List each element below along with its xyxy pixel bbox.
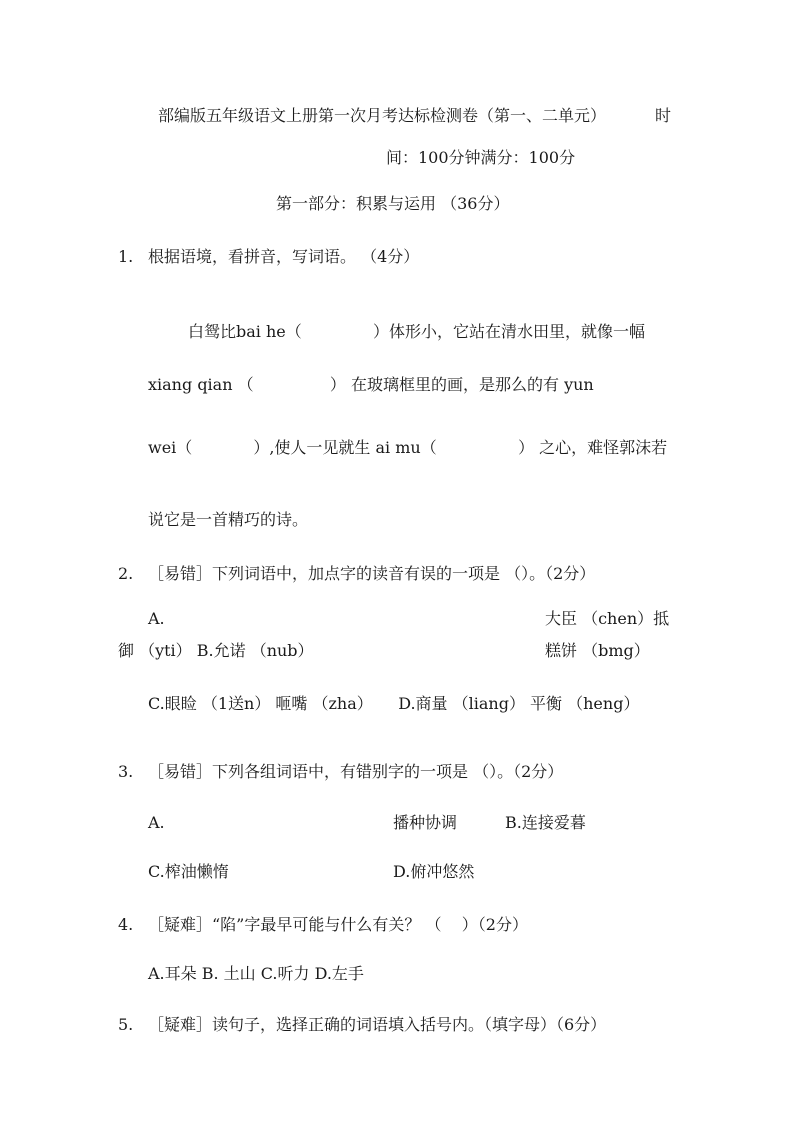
- question-text: ［易错］下列词语中，加点字的读音有误的一项是 （）。（2分）: [148, 564, 596, 583]
- option-line-2-right: 糕饼 （bmg）: [545, 641, 650, 660]
- question-text: 根据语境，看拼音，写词语。 （4分）: [148, 247, 420, 266]
- exam-title-tail: 时: [655, 106, 672, 125]
- passage-line-1: 白鸳比bai he（ ）体形小，它站在清水田里，就像一幅: [188, 322, 645, 341]
- passage-line-2: xiang qian （ ） 在玻璃框里的画，是那么的有 yun: [148, 375, 594, 394]
- question-number: 3.: [118, 762, 134, 781]
- question-number: 2.: [118, 564, 134, 583]
- question-number: 1.: [118, 247, 134, 266]
- question-text: ［易错］下列各组词语中，有错别字的一项是 （）。（2分）: [148, 762, 564, 781]
- question-number: 5.: [118, 1015, 134, 1034]
- option-a-text: 播种协调: [393, 813, 458, 832]
- option-d: D.俯冲悠然: [393, 862, 475, 881]
- passage-line-4: 说它是一首精巧的诗。: [148, 510, 309, 529]
- passage-line-3: wei（ ）,使人一见就生 ai mu（ ） 之心，难怪郭沫若: [148, 438, 668, 457]
- exam-title: 部编版五年级语文上册第一次月考达标检测卷（第一、二单元）: [158, 106, 607, 125]
- section-heading: 第一部分：积累与运用 （36分）: [276, 194, 510, 213]
- question-text: ［疑难］“陷”字最早可能与什么有关？ （ ）（2分）: [148, 915, 528, 934]
- question-number: 4.: [118, 915, 134, 934]
- option-line-2-left: 御 （yti） B.允诺 （nub）: [118, 641, 314, 660]
- option-b: B.连接爱暮: [505, 813, 586, 832]
- question-text: ［疑难］读句子，选择正确的词语填入括号内。（填字母）（6分）: [148, 1015, 607, 1034]
- option-line-3: C.眼睑 （1送n） 咂嘴 （zha） D.商量 （liang） 平衡 （heng）: [148, 694, 640, 713]
- option-a-label: A.: [148, 609, 165, 628]
- exam-time-info: 间：100分钟满分：100分: [386, 148, 576, 167]
- option-a-label: A.: [148, 813, 165, 832]
- question-options: A.耳朵 B. 土山 C.听力 D.左手: [148, 964, 364, 983]
- option-c: C.榨油懒惰: [148, 862, 229, 881]
- option-a-continued: 大臣 （chen）抵: [545, 609, 670, 628]
